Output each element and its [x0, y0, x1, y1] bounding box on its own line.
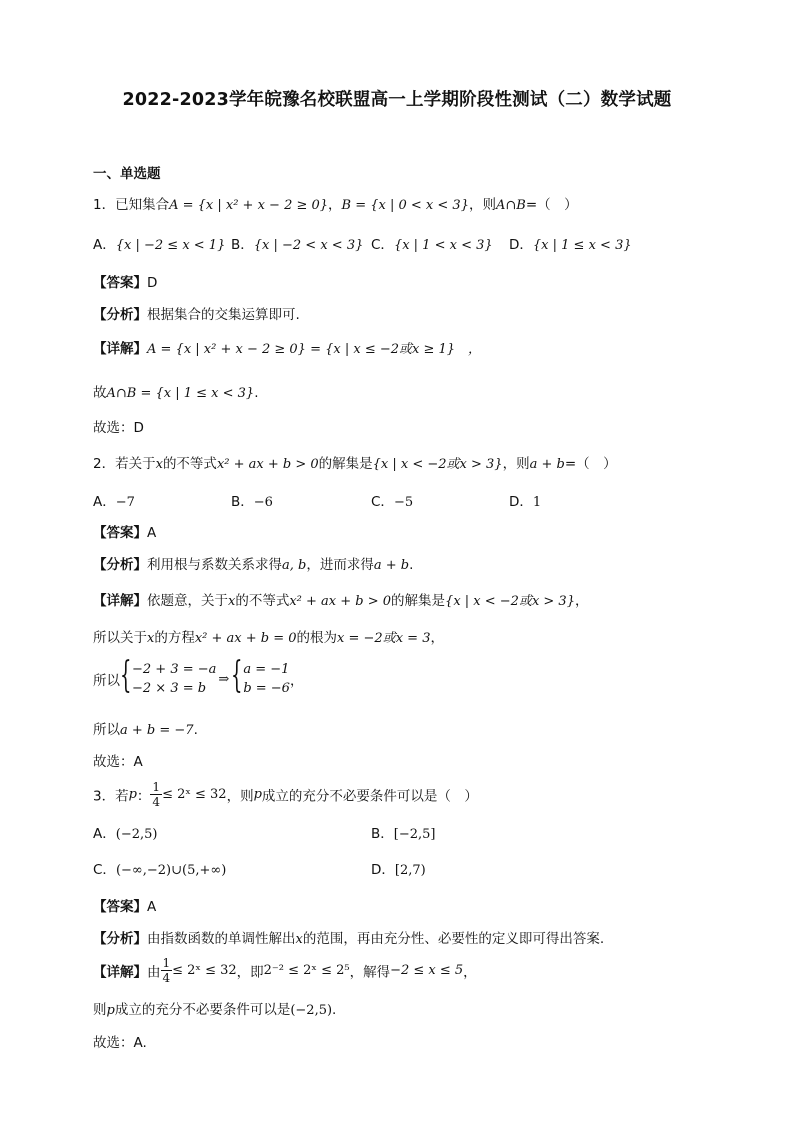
detail-text: 的方程: [154, 630, 195, 646]
q2-answer: [93, 521, 156, 541]
detail-math: x² + ax + b > 0: [289, 594, 392, 609]
detail-text: 成立的充分不必要条件可以是: [114, 1002, 291, 1018]
q3-option-a: [93, 822, 157, 842]
q1-stem-prefix: 1．已知集合: [93, 197, 170, 213]
option-text: {x | 1 < x < 3}: [393, 238, 493, 253]
q3-analysis: [93, 927, 604, 947]
system-row: −2 + 3 = −a: [132, 662, 217, 677]
option-text: [2,7): [394, 863, 426, 878]
q2-detail-line2: [93, 626, 444, 646]
detail-math: ≤ 2ˣ ≤ 32: [172, 963, 237, 978]
implies-arrow: ⇒: [218, 671, 230, 687]
q1-analysis: [93, 303, 300, 323]
q2-option-d: [509, 490, 541, 510]
detail-var: x: [228, 594, 236, 609]
q3-var-p: p: [128, 787, 137, 802]
analysis-text: .: [409, 557, 414, 573]
q2-detail-line4: [93, 718, 198, 738]
analysis-label: 【分析】: [93, 557, 147, 573]
option-label: D．: [509, 494, 533, 510]
detail-var: x: [147, 631, 155, 646]
q3-stem-part: ：: [136, 788, 151, 805]
q2-choice: 故选：A: [93, 754, 143, 770]
detail-label: 【详解】: [93, 964, 147, 981]
q2-option-c: [371, 490, 413, 510]
q2-detail: [93, 589, 588, 609]
q1-stem-suffix: ，则: [468, 197, 496, 213]
option-text: 1: [532, 495, 542, 510]
section-heading: 一、单选题: [93, 166, 161, 182]
detail-text: 的解集是: [391, 593, 446, 609]
q2-stem-part: =（ ）: [564, 456, 617, 472]
option-text: {x | −2 ≤ x < 1}: [115, 238, 226, 253]
option-label: C．: [371, 494, 394, 510]
detail-text: 则: [93, 1002, 107, 1018]
detail-text: ，即: [236, 964, 264, 981]
q2-analysis: [93, 553, 413, 573]
detail-math: (−2,5): [290, 1003, 333, 1018]
detail-text: 依题意，关于: [147, 593, 228, 609]
q3-option-b: [371, 822, 435, 842]
q2-solution-set: {x | x < −2或x > 3}: [372, 457, 503, 472]
detail-text: 所以: [93, 722, 120, 738]
detail-math: a + b = −7: [120, 723, 194, 738]
q3-stem-part: ，则: [226, 788, 254, 805]
analysis-math: a, b: [282, 558, 307, 573]
option-label: A．: [93, 237, 116, 253]
detail-text: ，: [463, 964, 477, 981]
detail-text: 的根为: [296, 630, 338, 646]
fraction-denominator: 4: [162, 971, 171, 985]
option-label: B．: [231, 494, 254, 510]
option-label: A．: [93, 494, 116, 510]
q3-detail: [93, 956, 477, 985]
detail-text: ，: [289, 673, 304, 689]
q3-fraction: [150, 780, 162, 809]
q3-detail-line2: [93, 998, 336, 1018]
detail-text: ，: [430, 630, 444, 646]
q1-sep: ，: [328, 197, 342, 213]
answer-value: A: [147, 899, 157, 915]
q3-stem: [93, 780, 478, 809]
q2-stem-part: 的不等式: [162, 456, 217, 472]
option-label: A．: [93, 826, 116, 842]
q3-option-c: [93, 858, 226, 878]
option-label: C．: [93, 862, 116, 878]
q1-set-b: B = {x | 0 < x < 3}: [341, 198, 469, 213]
analysis-text: 利用根与系数关系求得: [147, 557, 282, 573]
answer-label: 【答案】: [93, 275, 147, 291]
q3-var-p: p: [253, 787, 262, 802]
q1-choice: 故选：D: [93, 420, 144, 436]
option-label: B．: [371, 826, 394, 842]
fraction-denominator: 4: [152, 795, 161, 809]
q1-set-a: A = {x | x² + x − 2 ≥ 0}: [169, 198, 329, 213]
detail-fraction: [161, 956, 173, 985]
analysis-math: a + b: [373, 558, 410, 573]
q1-detail: [93, 337, 481, 357]
detail-math: {x | x < −2或x > 3}: [445, 594, 575, 609]
q2-stem-part: ，则: [502, 456, 530, 472]
detail-math: A = {x | x² + x − 2 ≥ 0} = {x | x ≤ −2或x ≥ 1} ，: [147, 342, 482, 357]
answer-value: A: [147, 525, 157, 541]
q2-stem-part: 2．若关于: [93, 456, 156, 472]
option-text: {x | 1 ≤ x < 3}: [532, 238, 632, 253]
q3-inequality: ≤ 2ˣ ≤ 32: [162, 787, 227, 802]
detail-text: .: [332, 1002, 337, 1018]
q2-stem-part: 的解集是: [318, 456, 373, 472]
detail-text: .: [193, 722, 198, 738]
q1-stem: [93, 193, 578, 213]
answer-label: 【答案】: [93, 525, 147, 541]
q2-stem: [93, 452, 617, 472]
option-text: {x | −2 < x < 3}: [253, 238, 364, 253]
q3-stem-part: 成立的充分不必要条件可以是（ ）: [261, 788, 478, 805]
system-row: b = −6: [243, 681, 290, 696]
option-text: [−2,5]: [393, 827, 436, 842]
detail-math: −2 ≤ x ≤ 5: [390, 963, 464, 978]
detail-label: 【详解】: [93, 593, 147, 609]
analysis-text: 由指数函数的单调性解出: [147, 931, 296, 947]
left-brace: {: [120, 655, 132, 696]
equation-system-2: [231, 655, 290, 698]
detail-math: x² + ax + b = 0: [194, 631, 297, 646]
q3-choice: 故选：A.: [93, 1035, 147, 1051]
option-text: −6: [253, 495, 273, 510]
analysis-text: ，进而求得: [306, 557, 374, 573]
detail-text: 的不等式: [235, 593, 290, 609]
analysis-text: 根据集合的交集运算即可.: [147, 307, 300, 323]
detail-text: 由: [147, 964, 161, 981]
detail-prefix: 故: [93, 385, 107, 401]
detail-text: 所以: [93, 673, 120, 689]
answer-value: D: [147, 275, 158, 291]
analysis-text: 的范围，再由充分性、必要性的定义即可得出答案.: [302, 931, 605, 947]
q2-inequality: x² + ax + b > 0: [216, 457, 319, 472]
analysis-label: 【分析】: [93, 931, 147, 947]
detail-math: x = −2或x = 3: [337, 631, 431, 646]
left-brace: {: [231, 655, 243, 696]
system-row: −2 × 3 = b: [132, 681, 207, 696]
option-text: −5: [393, 495, 414, 510]
detail-text: ，解得: [349, 964, 391, 981]
q1-answer: [93, 271, 157, 291]
system-row: a = −1: [243, 662, 290, 677]
document-title: 2022-2023学年皖豫名校联盟高一上学期阶段性测试（二）数学试题: [122, 90, 672, 110]
detail-var-p: p: [106, 1003, 115, 1018]
detail-math: A∩B = {x | 1 ≤ x < 3}: [106, 386, 255, 401]
option-label: C．: [371, 237, 394, 253]
q3-answer: [93, 895, 156, 915]
q1-option-c: [371, 233, 493, 253]
q1-option-b: [231, 233, 363, 253]
q2-option-a: [93, 490, 135, 510]
q1-stem-end: =（ ）: [525, 197, 578, 213]
q2-option-b: [231, 490, 273, 510]
q3-option-d: [371, 858, 426, 878]
detail-text: 所以关于: [93, 630, 147, 646]
q2-detail-system: [93, 655, 304, 698]
detail-math: 2⁻² ≤ 2ˣ ≤ 2⁵: [263, 963, 350, 978]
q2-sum: a + b: [529, 457, 565, 472]
detail-label: 【详解】: [93, 341, 147, 357]
detail-text: ，: [574, 593, 589, 609]
option-text: (−∞,−2)∪(5,+∞): [115, 863, 227, 878]
fraction-numerator: 1: [152, 780, 161, 794]
option-text: (−2,5): [115, 827, 158, 842]
answer-label: 【答案】: [93, 899, 147, 915]
option-label: B．: [231, 237, 254, 253]
q1-expr: A∩B: [495, 198, 526, 213]
q1-detail-line2: [93, 381, 259, 401]
q1-option-a: [93, 233, 225, 253]
detail-end: .: [254, 385, 259, 401]
q3-stem-part: 3．若: [93, 788, 129, 805]
analysis-label: 【分析】: [93, 307, 147, 323]
analysis-var: x: [295, 932, 303, 947]
option-text: −7: [115, 495, 135, 510]
equation-system-1: [120, 655, 217, 698]
q1-option-d: [509, 233, 632, 253]
option-label: D．: [509, 237, 533, 253]
option-label: D．: [371, 862, 395, 878]
q2-var: x: [155, 457, 163, 472]
fraction-numerator: 1: [162, 956, 171, 970]
